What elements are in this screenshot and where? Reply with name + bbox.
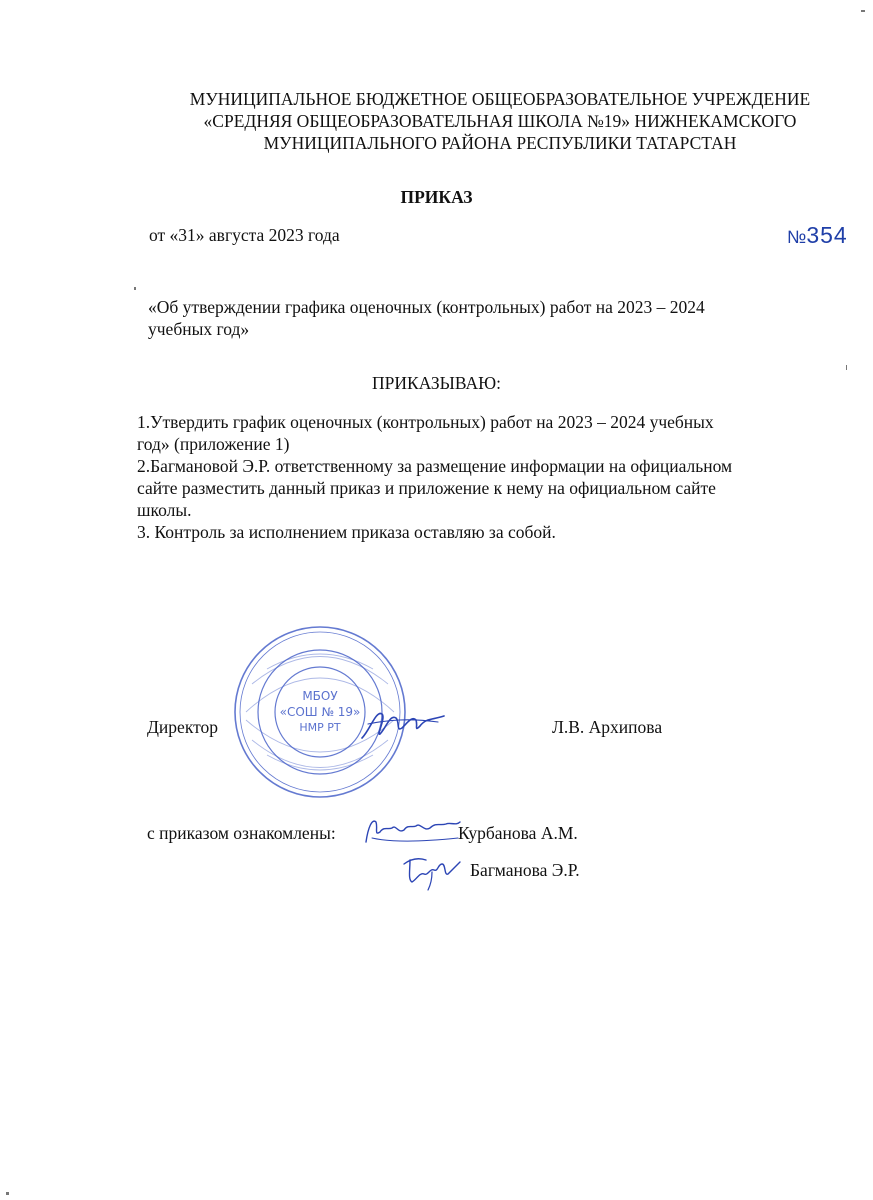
director-name: Л.В. Архипова: [552, 717, 663, 737]
decree-heading: ПРИКАЗЫВАЮ:: [372, 373, 501, 393]
director-signature: [358, 700, 448, 750]
acknowledgement-label: с приказом ознакомлены:: [147, 823, 336, 843]
order-item-2b: сайте разместить данный приказ и приложение к нему на официальном сайте: [137, 478, 716, 498]
stamp-line-3: НМР РТ: [299, 721, 341, 734]
order-item-2a: 2.Багмановой Э.Р. ответственному за размещение информации на официальном: [137, 456, 733, 476]
order-item-3: 3. Контроль за исполнением приказа оставляю за собой.: [137, 522, 556, 542]
order-item-1b: год» (приложение 1): [137, 434, 290, 454]
document-title: ПРИКАЗ: [400, 187, 473, 207]
bagmanova-signature: [398, 850, 464, 894]
order-date: от «31» августа 2023 года: [149, 225, 340, 245]
order-number: [787, 222, 848, 249]
order-number-prefix: №: [787, 227, 807, 247]
order-subject-line-2: учебных год»: [148, 319, 250, 339]
scan-speck: [846, 365, 847, 370]
order-item-1a: 1.Утвердить график оценочных (контрольных) работ на 2023 – 2024 учебных: [137, 412, 714, 432]
order-number-value: 354: [806, 222, 848, 248]
stamp-line-2: «СОШ № 19»: [279, 705, 361, 719]
order-subject-line-1: «Об утверждении графика оценочных (контрольных) работ на 2023 – 2024: [148, 297, 705, 317]
scan-speck: [6, 1192, 9, 1195]
scan-speck: [861, 10, 865, 12]
order-item-2c: школы.: [137, 500, 192, 520]
scan-speck: [134, 287, 136, 290]
acknowledged-person-2: Багманова Э.Р.: [470, 860, 580, 880]
stamp-line-1: МБОУ: [302, 689, 338, 703]
signature-position: Директор: [147, 717, 219, 737]
header-line-1: МУНИЦИПАЛЬНОЕ БЮДЖЕТНОЕ ОБЩЕОБРАЗОВАТЕЛЬНОЕ УЧРЕЖДЕНИЕ: [189, 89, 811, 109]
institution-header: [110, 88, 873, 154]
kurbanova-signature: [360, 808, 465, 852]
header-line-3: МУНИЦИПАЛЬНОГО РАЙОНА РЕСПУБЛИКИ ТАТАРСТАН: [263, 133, 737, 153]
acknowledged-person-1: Курбанова А.М.: [458, 823, 578, 843]
header-line-2: «СРЕДНЯЯ ОБЩЕОБРАЗОВАТЕЛЬНАЯ ШКОЛА №19» НИЖНЕКАМСКОГО: [203, 111, 797, 131]
